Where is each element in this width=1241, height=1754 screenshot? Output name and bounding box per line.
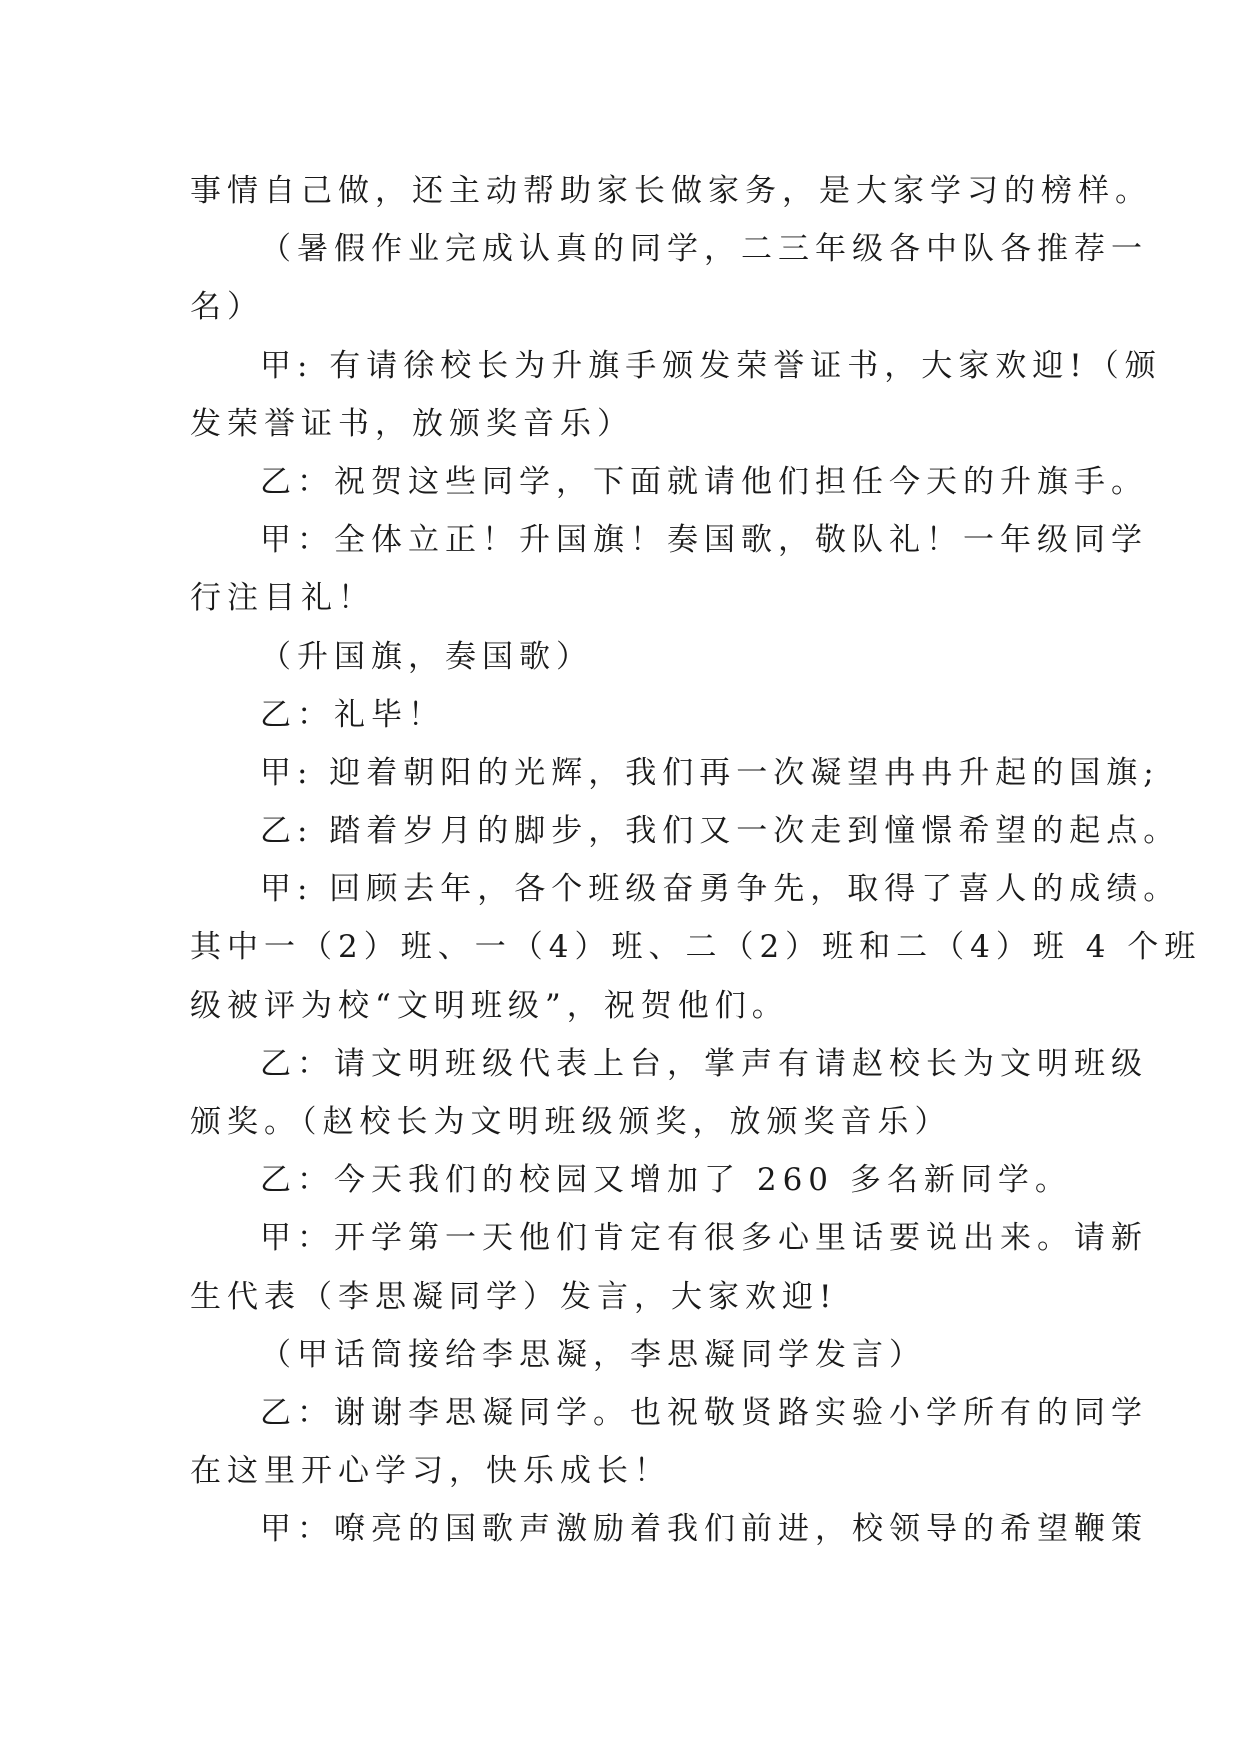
text-line: 乙：今天我们的校园又增加了 260 多名新同学。 — [260, 1162, 1072, 1199]
document-body — [190, 162, 1202, 1559]
text-line: 甲：嘹亮的国歌声激励着我们前进，校领导的希望鞭策 — [260, 1511, 1148, 1548]
text-line: 乙：请文明班级代表上台，掌声有请赵校长为文明班级 — [260, 1045, 1148, 1082]
text-line: 甲: 回顾去年，各个班级奋勇争先，取得了喜人的成绩。 — [260, 871, 1181, 908]
text-line: 级被评为校“文明班级”，祝贺他们。 — [190, 987, 789, 1024]
text-line: 生代表（李思凝同学）发言，大家欢迎! — [190, 1278, 838, 1315]
text-line: 乙：祝贺这些同学，下面就请他们担任今天的升旗手。 — [260, 463, 1148, 500]
text-line: 其中一（2）班、一（4）班、二（2）班和二（4）班 4 个班 — [190, 929, 1202, 966]
text-line: （升国旗，奏国歌） — [260, 638, 593, 675]
text-line: 甲: 有请徐校长为升旗手颁发荣誉证书，大家欢迎!（颁 — [260, 347, 1162, 384]
text-line: 名） — [190, 289, 264, 326]
text-line: 乙：礼毕！ — [260, 696, 445, 733]
text-line: 乙: 踏着岁月的脚步，我们又一次走到憧憬希望的起点。 — [260, 813, 1181, 850]
text-line: （甲话筒接给李思凝，李思凝同学发言） — [260, 1336, 926, 1373]
text-line: 甲：开学第一天他们肯定有很多心里话要说出来。请新 — [260, 1220, 1148, 1257]
text-line: 颁奖。（赵校长为文明班级颁奖，放颁奖音乐） — [190, 1104, 952, 1140]
text-line: 甲: 迎着朝阳的光辉，我们再一次凝望冉冉升起的国旗; — [260, 754, 1160, 791]
text-line: 乙：谢谢李思凝同学。也祝敬贤路实验小学所有的同学 — [260, 1394, 1148, 1431]
text-line: （暑假作业完成认真的同学，二三年级各中队各推荐一 — [260, 231, 1148, 268]
text-line: 在这里开心学习，快乐成长！ — [190, 1453, 671, 1490]
text-line: 发荣誉证书，放颁奖音乐） — [190, 405, 634, 442]
text-line: 事情自己做，还主动帮助家长做家务，是大家学习的榜样。 — [190, 173, 1152, 209]
text-line: 甲：全体立正！升国旗！奏国歌，敬队礼！一年级同学 — [260, 522, 1148, 559]
text-line: 行注目礼！ — [190, 580, 375, 617]
